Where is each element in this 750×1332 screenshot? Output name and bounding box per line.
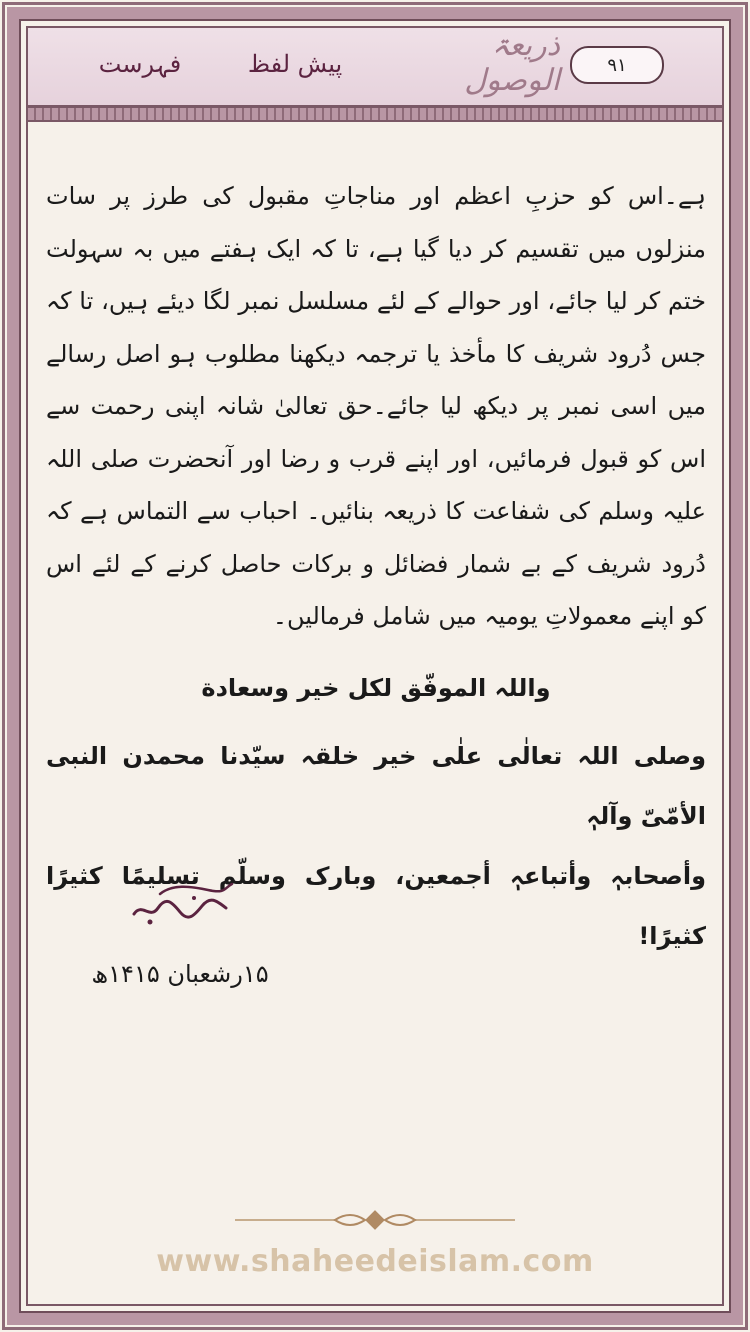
page-number: ٩١ xyxy=(607,54,627,76)
page-number-badge xyxy=(570,46,664,84)
index-link[interactable]: فہرست xyxy=(98,50,182,78)
header-decorative-band xyxy=(28,108,722,122)
author-signature xyxy=(120,872,240,932)
durood-line-2: وأصحابہٖ وأتباعہٖ أجمعین، وبارک وسلّم تسلیمًا کثیرًا کثیرًا! xyxy=(46,862,706,950)
preface-link[interactable]: پیش لفظ xyxy=(247,50,343,78)
closing-line: واللہ الموفّق لکل خیر وسعادة xyxy=(201,674,551,702)
book-title: ذریعۃ الوصول xyxy=(464,28,560,98)
body-paragraph: ہے۔اس کو حزبِ اعظم اور مناجاتِ مقبول کی طرز پر سات منزلوں میں تقسیم کر دیا گیا ہے، تا کہ ایک ہفتے میں بہ سہولت ختم کر لیا جائے، اور حوالے کے لئے مسلسل نمبر لگا دیئے ہیں، تا کہ جس دُرود شریف کا مأخذ یا ترجمہ دیکھنا مطلوب ہو اصل رسالے میں اسی نمبر پر دیکھ لیا جائے۔حق تعالیٰ شانہ اپنی رحمت سے اس کو قبول فرمائیں، اور اپنے قرب و رضا اور آنحضرت صلی اللہ علیہ وسلم کی شفاعت کا ذریعہ بنائیں۔ احباب سے التماس ہے کہ دُرود شریف کے بے شمار فضائل و برکات حاصل کرنے کے لئے اس کو اپنے معمولاتِ یومیہ میں شامل فرمالیں۔ xyxy=(46,182,706,630)
website-link[interactable]: www.shaheedeislam.com xyxy=(156,1244,594,1279)
main-text xyxy=(46,170,706,643)
footer-ornament xyxy=(235,1208,515,1232)
date-line: ۱۵رشعبان ۱۴۱۵ھ xyxy=(91,960,269,988)
durood-line-1: وصلی اللہ تعالٰی علٰی خیر خلقہ سیّدنا محمدن النبی الأمّیّ وآلہٖ xyxy=(46,742,706,830)
